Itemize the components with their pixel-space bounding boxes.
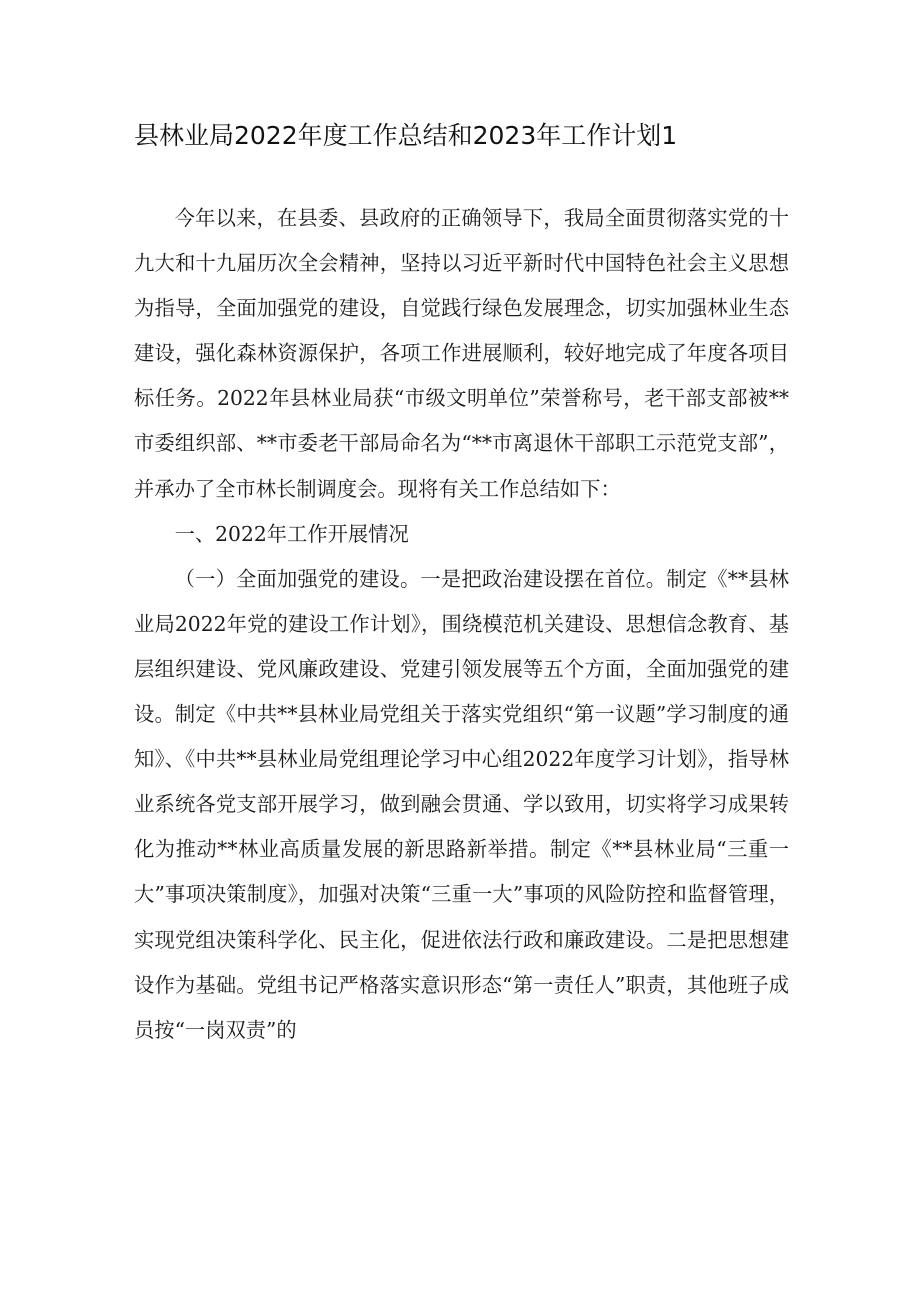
party-building-paragraph: （一）全面加强党的建设。一是把政治建设摆在首位。制定《**县林业局2022年党的建设工作计划》，围绕模范机关建设、思想信念教育、基层组织建设、党风廉政建设、党建引领发展等五个方面，全面加强党的建设。制定《中共**县林业局党组关于落实党组织“第一议题”学习制度的通知》、《中共**县林业局党组理论学习中心组2022年度学习计划》，指导林业系统各党支部开展学习，做到融会贯通、学以致用，切实将学习成果转化为推动**林业高质量发展的新思路新举措。制定《**县林业局“三重一大”事项决策制度》，加强对决策“三重一大”事项的风险防控和监督管理，实现党组决策科学化、民主化，促进依法行政和廉政建设。二是把思想建设作为基础。党组书记严格落实意识形态“第一责任人”职责，其他班子成员按“一岗双责”的 [134, 566, 789, 1042]
intro-paragraph: 今年以来，在县委、县政府的正确领导下，我局全面贯彻落实党的十九大和十九届历次全会精神，坚持以习近平新时代中国特色社会主义思想为指导，全面加强党的建设，自觉践行绿色发展理念，切实加强林业生态建设，强化森林资源保护，各项工作进展顺利，较好地完成了年度各项目标任务。2022年县林业局获“市级文明单位”荣誉称号，老干部支部被**市委组织部、**市委老干部局命名为“**市离退休干部职工示范党支部”，并承办了全市林长制调度会。现将有关工作总结如下： [134, 206, 789, 501]
section-heading: 一、2022年工作开展情况 [174, 521, 409, 546]
document-body [134, 196, 789, 1053]
document-title: 县林业局2022年度工作总结和2023年工作计划1 [134, 121, 678, 150]
